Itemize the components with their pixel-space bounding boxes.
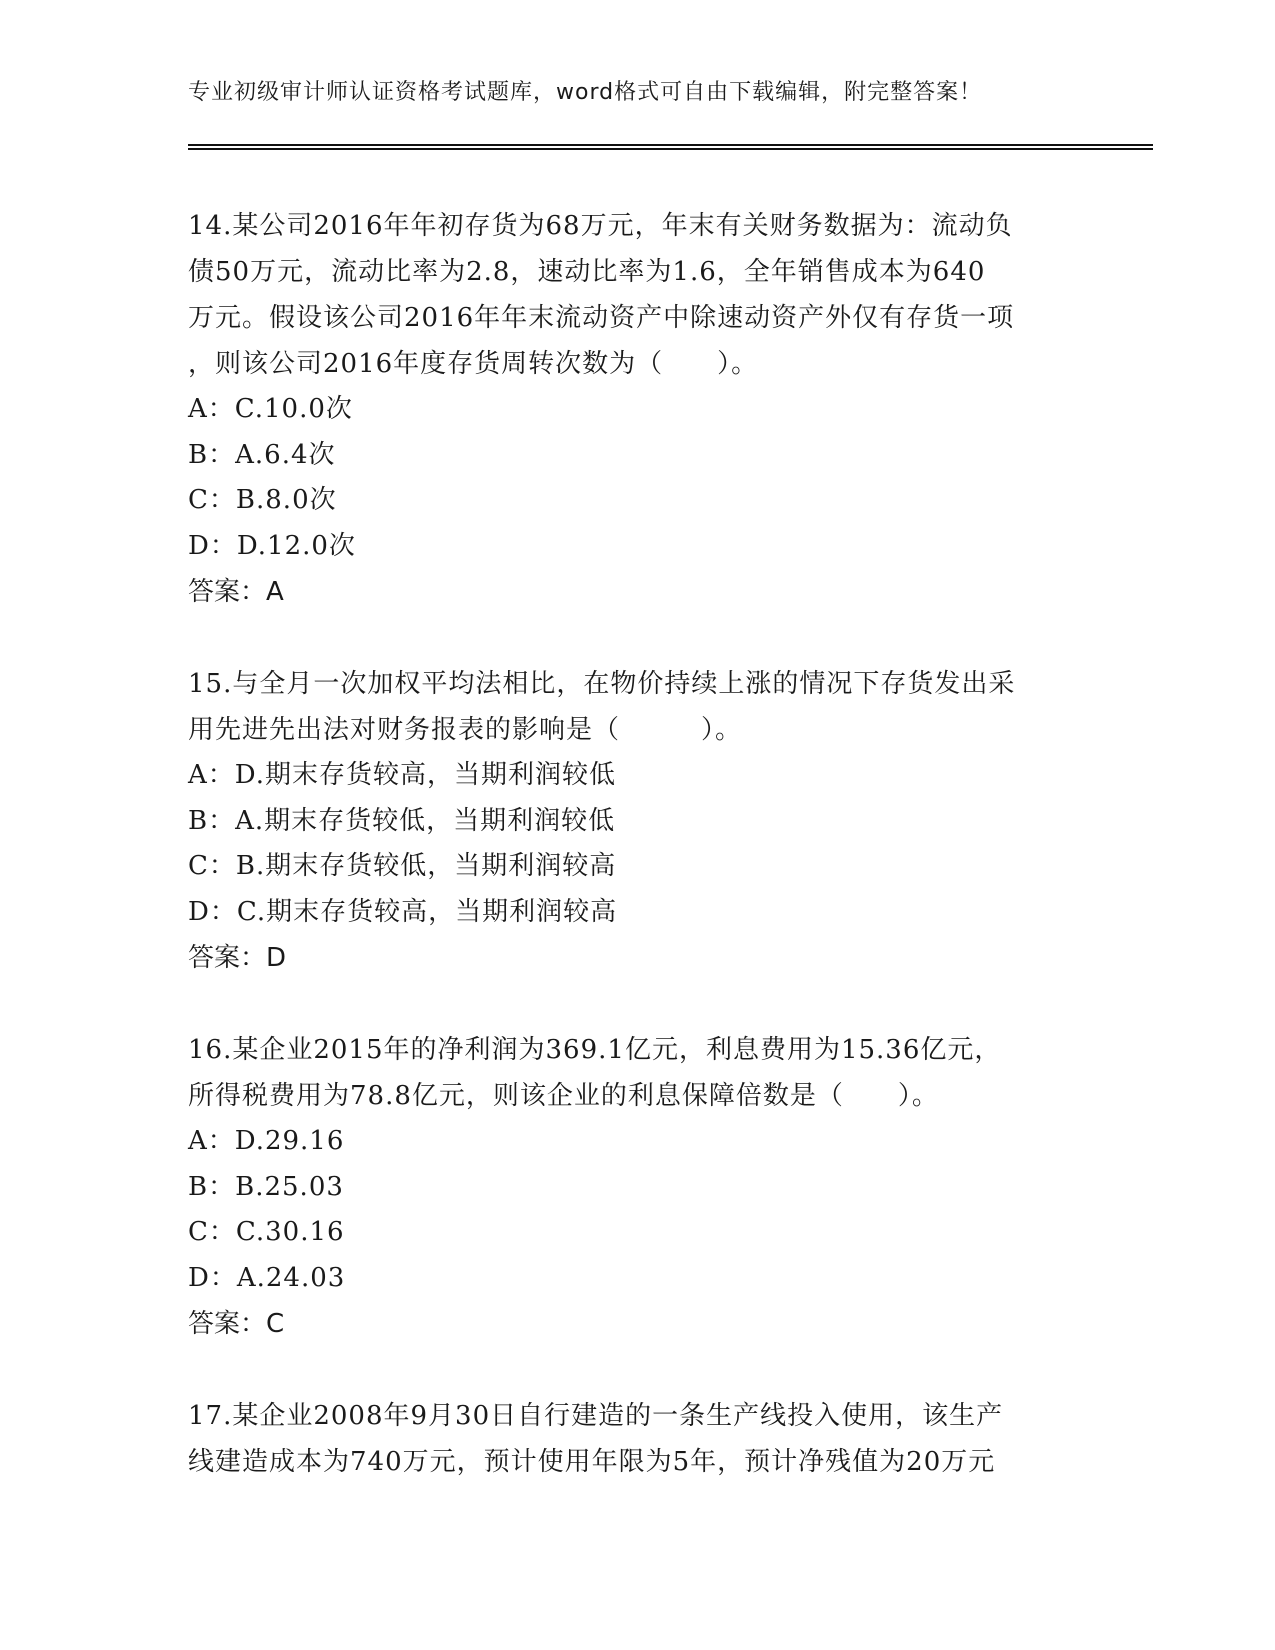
option-c: C：B.8.0次 — [188, 485, 337, 515]
answer-label: 答案：A — [188, 577, 284, 607]
question-text: 14.某公司2016年年初存货为68万元，年末有关财务数据为：流动负 债50万元，流动比率为2.8，速动比率为1.6，全年销售成本为640 万元。假设该公司2016年年末流动资产中除速动资产外仅有存货一项 ，则该公司2016年度存货周转次数为（ ）。 — [188, 211, 1015, 379]
answer-label: 答案：C — [188, 1309, 285, 1339]
header-rule-secondary — [188, 148, 1153, 150]
option-a: A：D.29.16 — [188, 1126, 345, 1156]
option-a: A：C.10.0次 — [188, 394, 353, 424]
option-c: C：B.期末存货较低，当期利润较高 — [188, 851, 617, 881]
header-rule — [188, 144, 1153, 146]
question-14 — [188, 203, 1088, 615]
option-b: B：A.6.4次 — [188, 439, 336, 470]
option-b: B：B.25.03 — [188, 1171, 344, 1202]
question-list — [188, 203, 1088, 1531]
question-text: 17.某企业2008年9月30日自行建造的一条生产线投入使用，该生产 线建造成本为740万元，预计使用年限为5年，预计净残值为20万元 — [188, 1401, 1004, 1477]
option-d: D：C.期末存货较高，当期利润较高 — [188, 896, 618, 927]
page-header: 专业初级审计师认证资格考试题库，word格式可自由下载编辑，附完整答案！ — [188, 80, 983, 105]
option-d: D：A.24.03 — [188, 1262, 346, 1293]
option-d: D：D.12.0次 — [188, 530, 356, 561]
question-15 — [188, 661, 1088, 981]
question-17 — [188, 1393, 1088, 1485]
question-text: 15.与全月一次加权平均法相比，在物价持续上涨的情况下存货发出采 用先进先出法对财务报表的影响是（ ）。 — [188, 669, 1016, 745]
question-text: 16.某企业2015年的净利润为369.1亿元，利息费用为15.36亿元， 所得税费用为78.8亿元，则该企业的利息保障倍数是（ ）。 — [188, 1035, 1002, 1111]
option-c: C：C.30.16 — [188, 1217, 345, 1247]
answer-label: 答案：D — [188, 943, 287, 973]
option-a: A：D.期末存货较高，当期利润较低 — [188, 760, 616, 790]
option-b: B：A.期末存货较低，当期利润较低 — [188, 805, 616, 836]
question-16 — [188, 1027, 1088, 1347]
